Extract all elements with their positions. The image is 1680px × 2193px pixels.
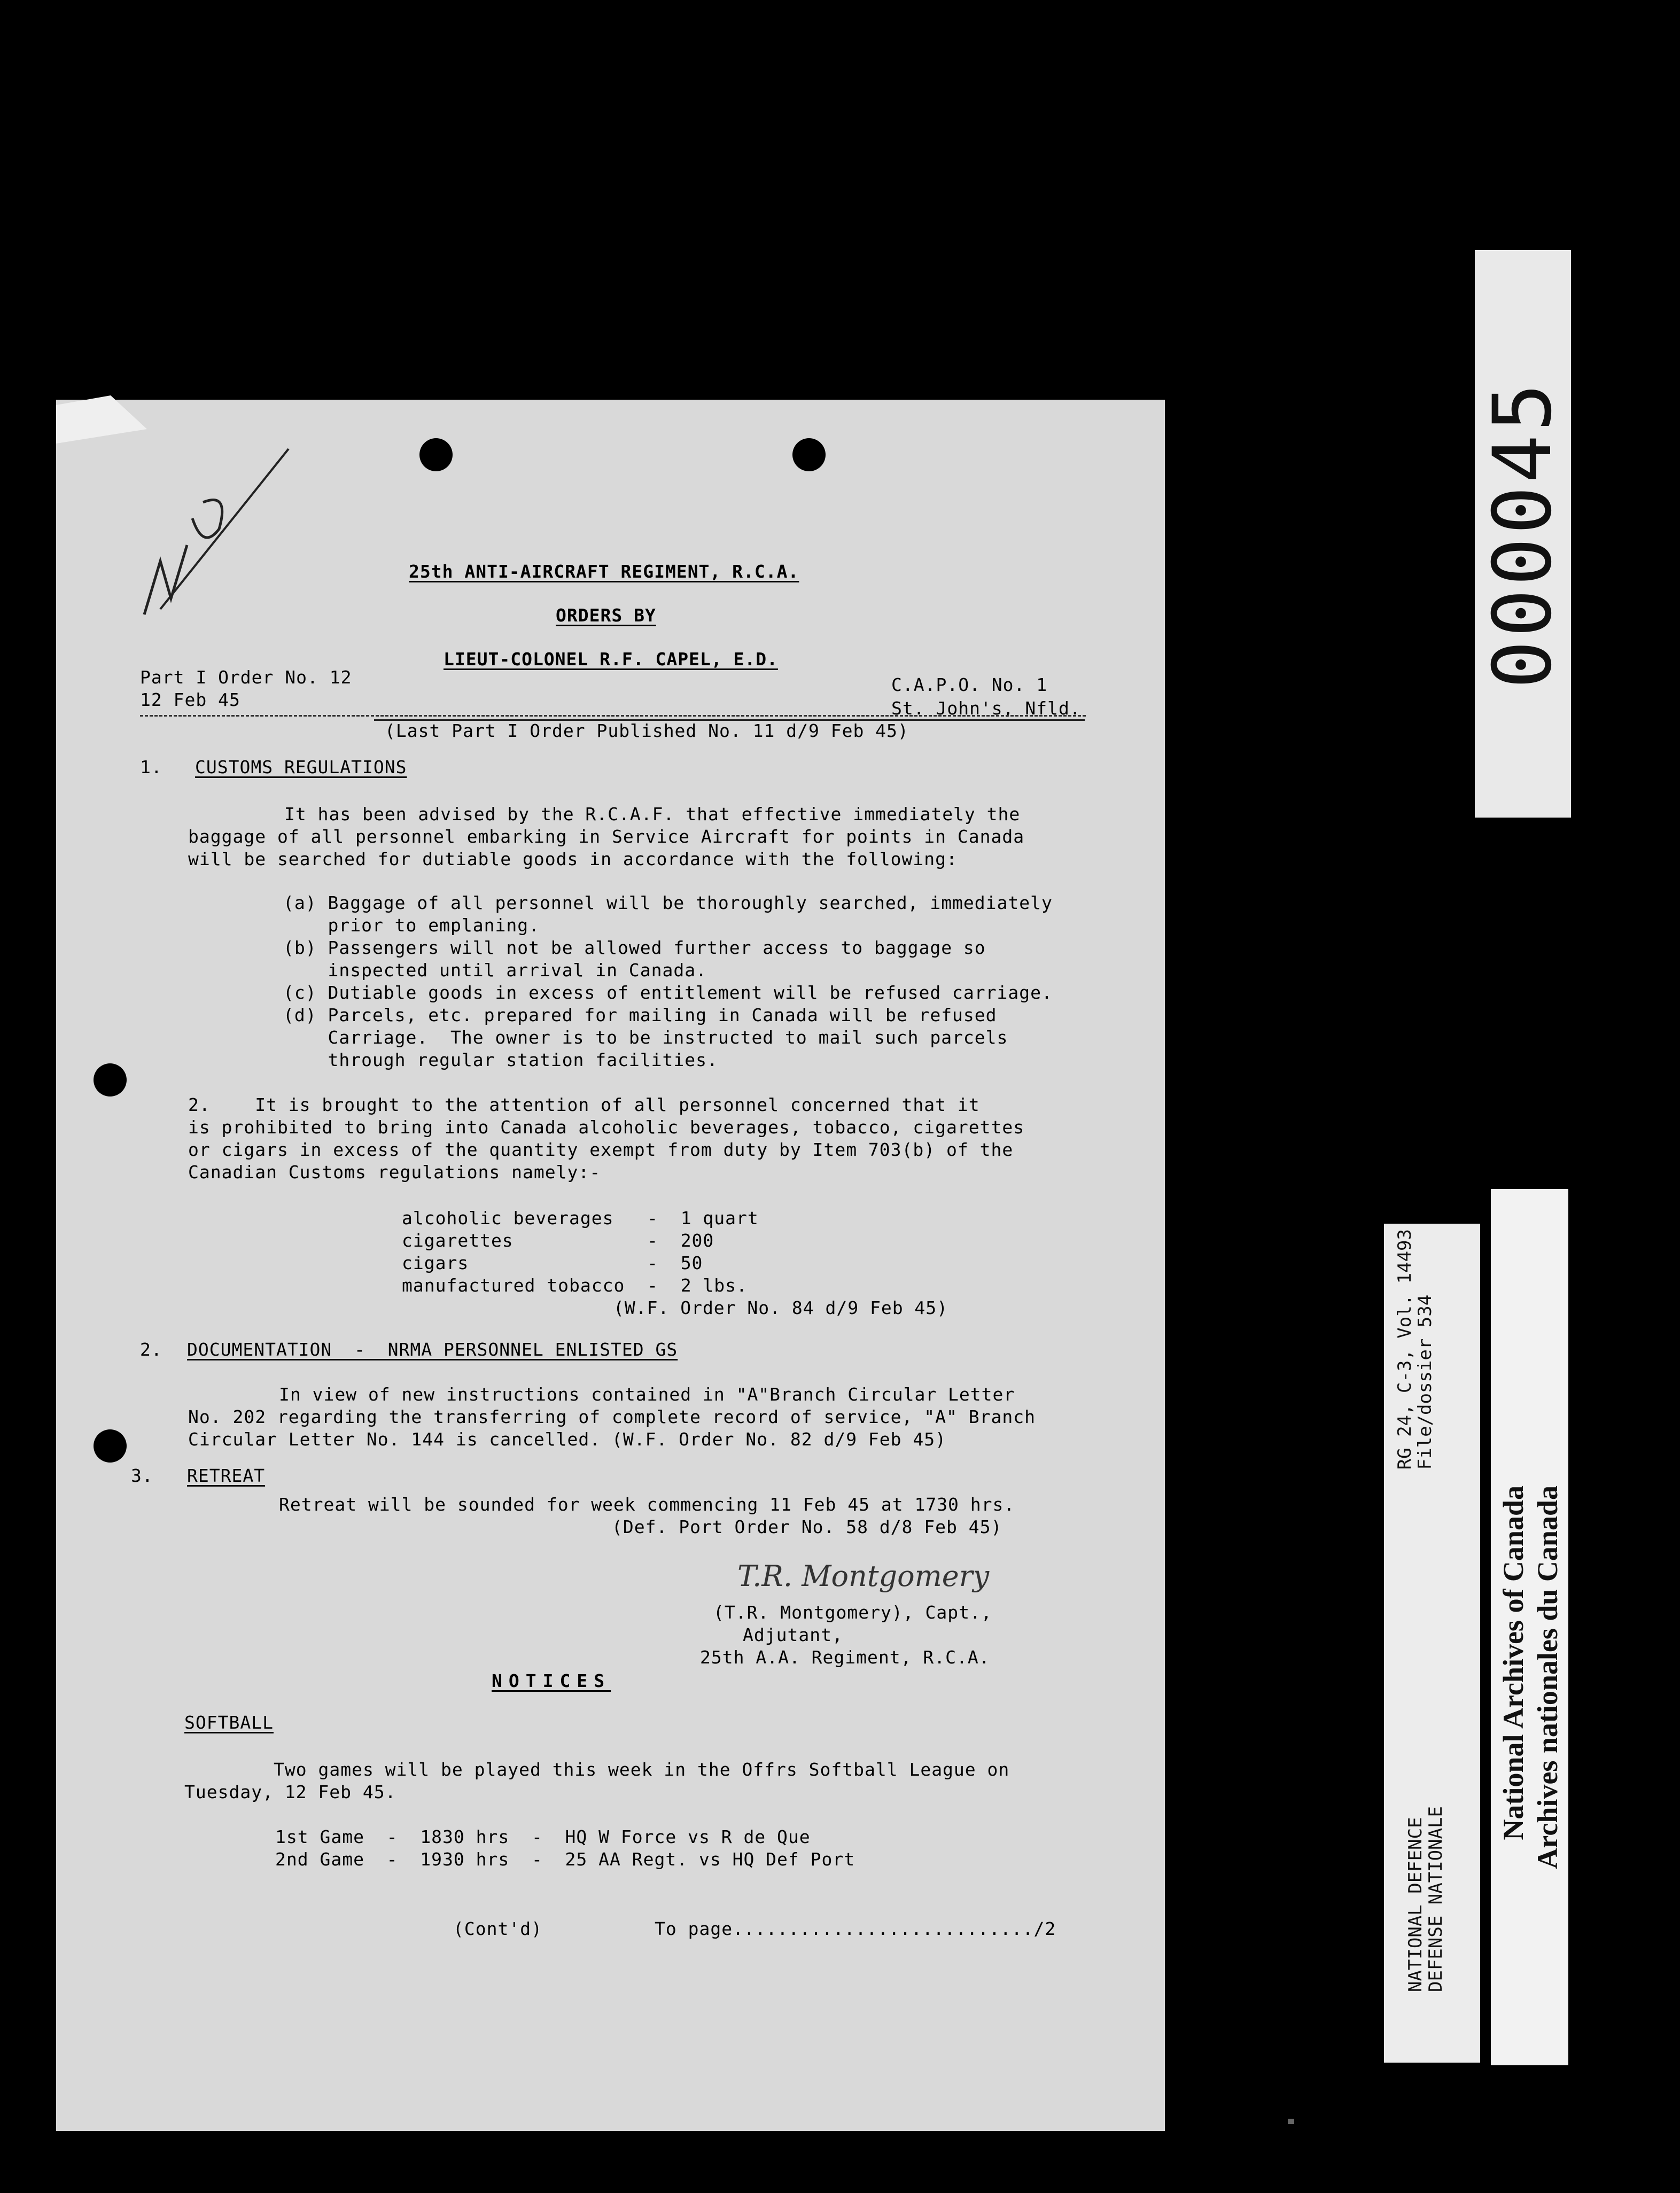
- archives-name-en: National Archives of Canada: [1497, 1486, 1529, 1840]
- section-1-para2-line: or cigars in excess of the quantity exempt from duty by Item 703(b) of the: [188, 1139, 1014, 1160]
- section-3-line: Retreat will be sounded for week commencing 11 Feb 45 at 1730 hrs.: [279, 1494, 1015, 1515]
- section-1-intro-line: It has been advised by the R.C.A.F. that effective immediately the: [284, 804, 1021, 825]
- section-2-line: In view of new instructions contained in "A"Branch Circular Letter: [279, 1384, 1015, 1405]
- archive-reference: RG 24, C-3, Vol. 14493 File/dossier 534: [1394, 1229, 1436, 1470]
- section-3-reference: (Def. Port Order No. 58 d/8 Feb 45): [612, 1517, 1002, 1537]
- punch-hole-left: [419, 438, 453, 471]
- softball-game-row: 2nd Game - 1930 hrs - 25 AA Regt. vs HQ Def Port: [275, 1849, 855, 1870]
- scan-speck: [1288, 2119, 1294, 2124]
- customs-item: (b) Passengers will not be allowed further access to baggage so: [283, 937, 986, 958]
- section-1-reference: (W.F. Order No. 84 d/9 Feb 45): [613, 1297, 948, 1318]
- section-2-line: No. 202 regarding the transferring of complete record of service, "A" Branch: [188, 1406, 1036, 1427]
- customs-item: inspected until arrival in Canada.: [283, 960, 707, 981]
- signatory-role: Adjutant,: [743, 1624, 843, 1645]
- customs-item: (a) Baggage of all personnel will be thoroughly searched, immediately: [283, 892, 1053, 913]
- section-1-para2-line: is prohibited to bring into Canada alcoholic beverages, tobacco, cigarettes: [188, 1117, 1025, 1138]
- section-3-number: 3.: [131, 1465, 153, 1486]
- section-1-number: 1.: [140, 757, 162, 777]
- officer-name: LIEUT-COLONEL R.F. CAPEL, E.D.: [444, 649, 779, 670]
- softball-game-row: 1st Game - 1830 hrs - HQ W Force vs R de Que: [275, 1826, 811, 1847]
- section-2-title: DOCUMENTATION - NRMA PERSONNEL ENLISTED GS: [187, 1339, 678, 1360]
- to-page-note: To page.........................../2: [655, 1918, 1056, 1939]
- regiment-title: 25th ANTI-AIRCRAFT REGIMENT, R.C.A.: [409, 561, 799, 582]
- section-1-para2-line: Canadian Customs regulations namely:-: [188, 1162, 601, 1183]
- header-divider-top: [140, 715, 1086, 717]
- margin-note-mark: [128, 438, 305, 620]
- handwritten-signature: T.R. Montgomery: [737, 1559, 990, 1593]
- section-1-intro-line: will be searched for dutiable goods in accordance with the following:: [188, 849, 958, 869]
- department-label: NATIONAL DEFENCE DEFENSE NATIONALE: [1405, 1806, 1446, 1992]
- signatory-name: (T.R. Montgomery), Capt.,: [713, 1602, 992, 1623]
- frame-number: 000045: [1476, 380, 1569, 689]
- order-location: St. John's, Nfld.: [891, 698, 1081, 719]
- last-published-note: (Last Part I Order Published No. 11 d/9 Feb 45): [385, 720, 909, 741]
- softball-heading: SOFTBALL: [184, 1712, 274, 1733]
- section-2-number: 2.: [140, 1339, 162, 1360]
- orders-by-heading: ORDERS BY: [556, 605, 656, 626]
- section-1-para2-line: 2. It is brought to the attention of all personnel concerned that it: [188, 1094, 980, 1115]
- customs-item: (c) Dutiable goods in excess of entitlement will be refused carriage.: [283, 982, 1053, 1003]
- customs-item: prior to emplaning.: [283, 915, 540, 936]
- part-order-number: Part I Order No. 12: [140, 667, 352, 688]
- archives-name-fr: Archives nationales du Canada: [1531, 1486, 1564, 1869]
- signatory-unit: 25th A.A. Regiment, R.C.A.: [700, 1647, 990, 1668]
- section-2-line: Circular Letter No. 144 is cancelled. (W.F. Order No. 82 d/9 Feb 45): [188, 1429, 947, 1450]
- continued-note: (Cont'd): [453, 1918, 542, 1939]
- section-1-intro-line: baggage of all personnel embarking in Service Aircraft for points in Canada: [188, 826, 1025, 847]
- punch-hole-side-1: [94, 1063, 127, 1096]
- allowance-row: alcoholic beverages - 1 quart: [402, 1208, 759, 1228]
- customs-item: Carriage. The owner is to be instructed to mail such parcels: [283, 1027, 1008, 1048]
- customs-item: through regular station facilities.: [283, 1049, 718, 1070]
- softball-text-line: Two games will be played this week in the Offrs Softball League on: [274, 1759, 1010, 1780]
- notices-heading: NOTICES: [492, 1670, 611, 1691]
- order-date: 12 Feb 45: [140, 689, 240, 710]
- capo-number: C.A.P.O. No. 1: [891, 674, 1048, 695]
- punch-hole-side-2: [94, 1429, 127, 1463]
- section-1-title: CUSTOMS REGULATIONS: [195, 757, 407, 777]
- allowance-row: cigarettes - 200: [402, 1230, 714, 1251]
- punch-hole-right: [792, 438, 826, 471]
- softball-text-line: Tuesday, 12 Feb 45.: [184, 1782, 396, 1802]
- section-3-title: RETREAT: [187, 1465, 266, 1486]
- customs-item: (d) Parcels, etc. prepared for mailing in Canada will be refused: [283, 1005, 997, 1025]
- allowance-row: cigars - 50: [402, 1253, 703, 1273]
- allowance-row: manufactured tobacco - 2 lbs.: [402, 1275, 748, 1296]
